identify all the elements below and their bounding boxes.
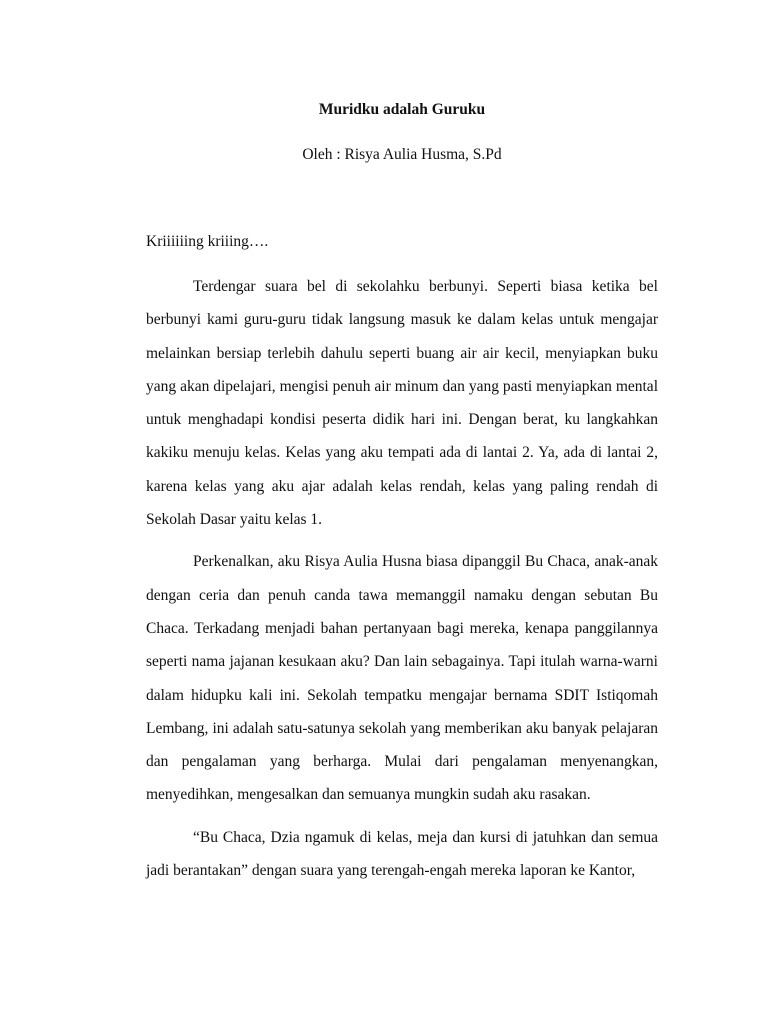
body-text xyxy=(146,270,658,896)
paragraph-3: “Bu Chaca, Dzia ngamuk di kelas, meja dan kursi di jatuhkan dan semua jadi berantakan” dengan suara yang terengah-engah mereka laporan ke Kantor, xyxy=(146,828,658,880)
paragraph-2: Perkenalkan, aku Risya Aulia Husna biasa dipanggil Bu Chaca, anak-anak dengan ceria dan penuh canda tawa memanggil namaku dengan sebutan Bu Chaca. Terkadang menjadi bahan pertanyaan bagi mereka, kenapa panggilannya seperti nama jajanan kesukaan aku? Dan lain sebagainya. Tapi itulah warna-warni dalam hidupku kali ini. Sekolah tempatku mengajar bernama SDIT Istiqomah Lembang, ini adalah satu-satunya sekolah yang memberikan aku banyak pelajaran dan pengalaman yang berharga. Mulai dari pengalaman menyenangkan, menyedihkan, mengesalkan dan semuanya mungkin sudah aku rasakan. xyxy=(146,553,658,804)
document-title: Muridku adalah Guruku xyxy=(318,101,486,118)
opening-line: Kriiiiiing kriiing…. xyxy=(146,233,269,250)
author-byline: Oleh : Risya Aulia Husma, S.Pd xyxy=(302,146,502,163)
paragraph-1: Terdengar suara bel di sekolahku berbunyi. Seperti biasa ketika bel berbunyi kami guru-guru tidak langsung masuk ke dalam kelas untuk mengajar melainkan bersiap terlebih dahulu seperti buang air air kecil, menyiapkan buku yang akan dipelajari, mengisi penuh air minum dan yang pasti menyiapkan mental untuk menghadapi kondisi peserta didik hari ini. Dengan berat, ku langkahkan kakiku menuju kelas. Kelas yang aku tempati ada di lantai 2. Ya, ada di lantai 2, karena kelas yang aku ajar adalah kelas rendah, kelas yang paling rendah di Sekolah Dasar yaitu kelas 1. xyxy=(146,278,658,529)
